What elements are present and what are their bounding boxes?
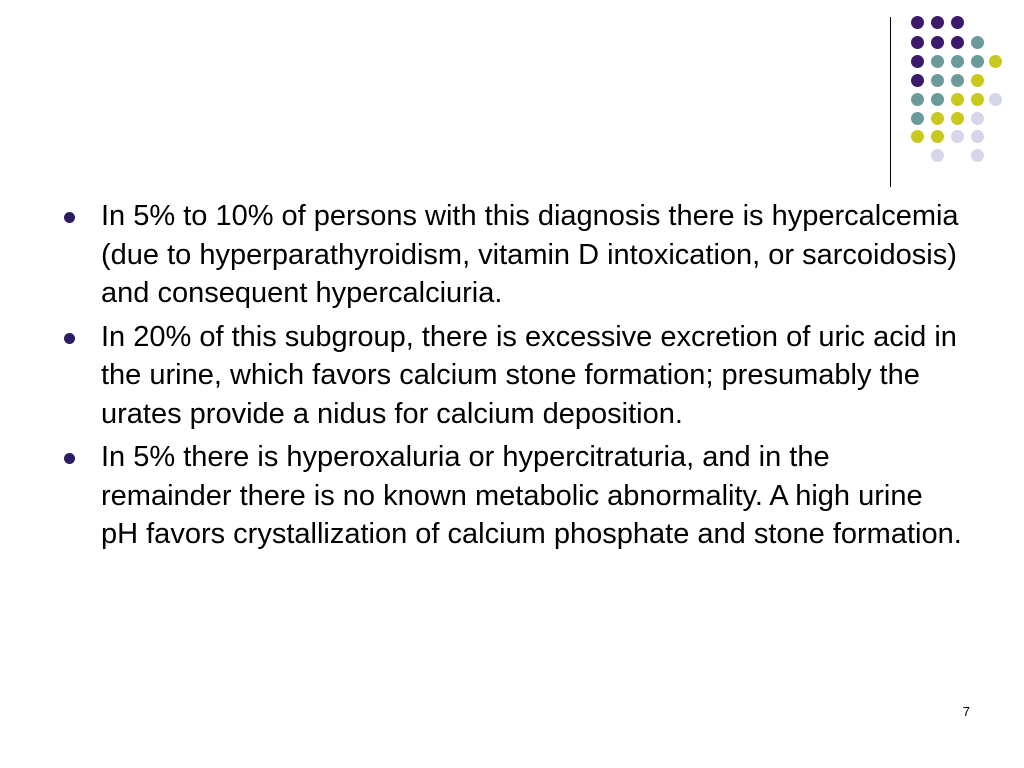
bullet-text: In 20% of this subgroup, there is excessive excretion of uric acid in the urine, which favors calcium stone formation; presumably the urates provide a nidus for calcium deposition.: [101, 320, 957, 430]
decorative-dot: [911, 130, 924, 143]
bullet-list: [62, 197, 962, 559]
decorative-dot: [971, 55, 984, 68]
decorative-dot: [911, 55, 924, 68]
bullet-marker: [64, 453, 75, 464]
decorative-dot: [911, 93, 924, 106]
decorative-dot: [971, 130, 984, 143]
bullet-text: In 5% there is hyperoxaluria or hypercitraturia, and in the remainder there is no known metabolic abnormality. A high urine pH favors crystallization of calcium phosphate and stone formation.: [101, 441, 962, 550]
decorative-dot: [931, 93, 944, 106]
decorative-dot: [911, 16, 924, 29]
decorative-dot: [989, 93, 1002, 106]
bullet-text: In 5% to 10% of persons with this diagnosis there is hypercalcemia (due to hyperparathyroidism, vitamin D intoxication, or sarcoidosis) and consequent hypercalciuria.: [101, 200, 959, 309]
decorative-dot: [951, 36, 964, 49]
decorative-dot: [931, 16, 944, 29]
decorative-dot: [971, 36, 984, 49]
decorative-dot: [971, 93, 984, 106]
decorative-dot: [971, 112, 984, 125]
decorative-dot: [951, 55, 964, 68]
decorative-dot: [951, 130, 964, 143]
bullet-item: [62, 438, 962, 554]
decorative-dot: [971, 149, 984, 162]
bullet-item: [62, 318, 962, 434]
bullet-marker: [64, 212, 75, 223]
decorative-dot: [951, 74, 964, 87]
decorative-dot: [911, 112, 924, 125]
decorative-dot: [911, 74, 924, 87]
decorative-dot: [911, 36, 924, 49]
bullet-item: [62, 197, 962, 313]
decorative-dot: [931, 130, 944, 143]
decorative-dot: [931, 149, 944, 162]
decorative-dot: [971, 74, 984, 87]
decorative-dot: [951, 93, 964, 106]
decorative-dot: [931, 74, 944, 87]
decorative-dot: [951, 112, 964, 125]
bullet-marker: [64, 333, 75, 344]
decorative-dot: [931, 55, 944, 68]
decorative-dot: [951, 16, 964, 29]
decorative-dot: [989, 55, 1002, 68]
decorative-dot: [931, 112, 944, 125]
decorative-dot: [931, 36, 944, 49]
page-number: 7: [962, 704, 970, 719]
